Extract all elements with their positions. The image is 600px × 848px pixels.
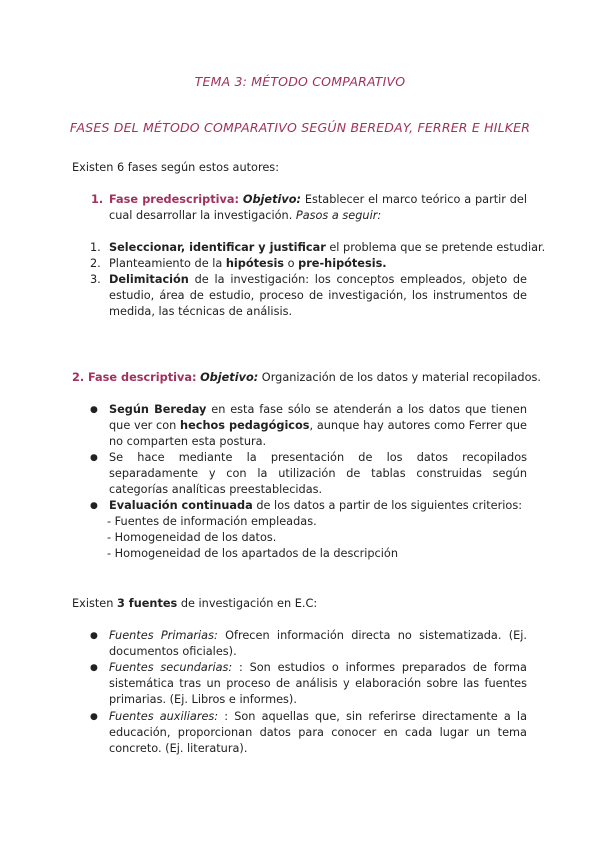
phase2-paragraph	[88, 370, 541, 386]
source-text: : Son estudios o informes preparados de forma sistemática tras un proceso de análisis y elaboración sobre las fuentes primarias. (Ej. Libros e informes).	[109, 661, 527, 706]
phase2-objective-text: Organización de los datos y material recopilados.	[258, 371, 541, 384]
step-text: Planteamiento de la	[109, 257, 226, 270]
sources-intro-text: de investigación en E.C:	[177, 597, 318, 610]
step-item	[109, 256, 387, 272]
subtitle: FASES DEL MÉTODO COMPARATIVO SEGÚN BEREDAY, FERRER E HILKER	[69, 120, 531, 135]
bullet-text: de los datos a partir de los siguientes criterios:	[252, 499, 523, 512]
criteria-item: - Fuentes de información empleadas.	[107, 515, 317, 528]
step-text: o	[284, 257, 299, 270]
list-item	[109, 402, 527, 450]
bullet-icon: ●	[90, 453, 98, 463]
source-name: Fuentes Primarias:	[109, 629, 218, 642]
step-number: 3.	[90, 273, 101, 286]
phase1-name: Fase predescriptiva:	[109, 193, 240, 206]
phase2-name: Fase descriptiva:	[88, 371, 197, 384]
step-number: 1.	[90, 241, 101, 254]
bullet-icon: ●	[90, 405, 98, 415]
source-item	[109, 709, 527, 757]
sources-intro-bold: 3 fuentes	[116, 597, 178, 610]
list-item	[109, 450, 527, 498]
bullet-bold: hechos pedagógicos	[180, 419, 310, 432]
source-item	[109, 628, 527, 660]
step-text: el problema que se pretende estudiar.	[325, 241, 546, 254]
bullet-bold: Según Bereday	[109, 403, 207, 416]
step-bold: hipótesis	[225, 257, 285, 270]
source-name: Fuentes secundarias:	[109, 661, 233, 674]
source-item	[109, 660, 527, 708]
step-item	[109, 240, 545, 256]
list-item	[109, 498, 522, 514]
phase1-paragraph	[109, 192, 527, 224]
bullet-icon: ●	[90, 712, 98, 722]
step-number: 2.	[90, 257, 101, 270]
source-text: Ofrecen información directa no sistematizada. (Ej. documentos oficiales).	[109, 629, 527, 658]
criteria-item: - Homogeneidad de los datos.	[107, 531, 277, 544]
bullet-icon: ●	[90, 501, 98, 511]
bullet-text: , aunque hay autores como Ferrer que no comparten esta postura.	[109, 419, 528, 448]
step-bold: Seleccionar, identificar y justificar	[109, 241, 326, 254]
bullet-bold: Evaluación continuada	[109, 499, 253, 512]
main-title: TEMA 3: MÉTODO COMPARATIVO	[194, 74, 406, 89]
criteria-item: - Homogeneidad de los apartados de la descripción	[107, 547, 398, 560]
step-item	[109, 272, 527, 320]
sources-intro	[72, 596, 317, 612]
phase2-objective-label: Objetivo:	[200, 371, 259, 384]
step-bold: pre-hipótesis.	[298, 257, 387, 270]
bullet-icon: ●	[90, 631, 98, 641]
step-bold: Delimitación	[109, 273, 189, 286]
sources-intro-text: Existen	[72, 597, 117, 610]
bullet-text: Se hace mediante la presentación de los datos recopilados separadamente y con la utilización de tablas construidas según categorías analíticas preestablecidas.	[109, 451, 527, 496]
bullet-text: en esta fase sólo se atenderán a los datos que tienen que ver con	[109, 403, 527, 432]
phase1-objective-text: Establecer el marco teórico a partir del cual desarrollar la investigación.	[109, 193, 528, 222]
intro-text: Existen 6 fases según estos autores:	[72, 161, 280, 174]
phase1-steps-label: Pasos a seguir:	[295, 209, 382, 222]
phase2-number: 2.	[72, 371, 85, 384]
source-name: Fuentes auxiliares:	[109, 710, 219, 723]
bullet-icon: ●	[90, 663, 98, 673]
phase1-objective-label: Objetivo:	[242, 193, 301, 206]
phase1-number: 1.	[91, 193, 104, 206]
source-text: : Son aquellas que, sin referirse directamente a la educación, proporcionan datos para conocer en cada lugar un tema concreto. (Ej. literatura).	[109, 710, 527, 755]
step-text: de la investigación: los conceptos empleados, objeto de estudio, área de estudio, proceso de investigación, los instrumentos de medida, las técnicas de análisis.	[109, 273, 527, 318]
